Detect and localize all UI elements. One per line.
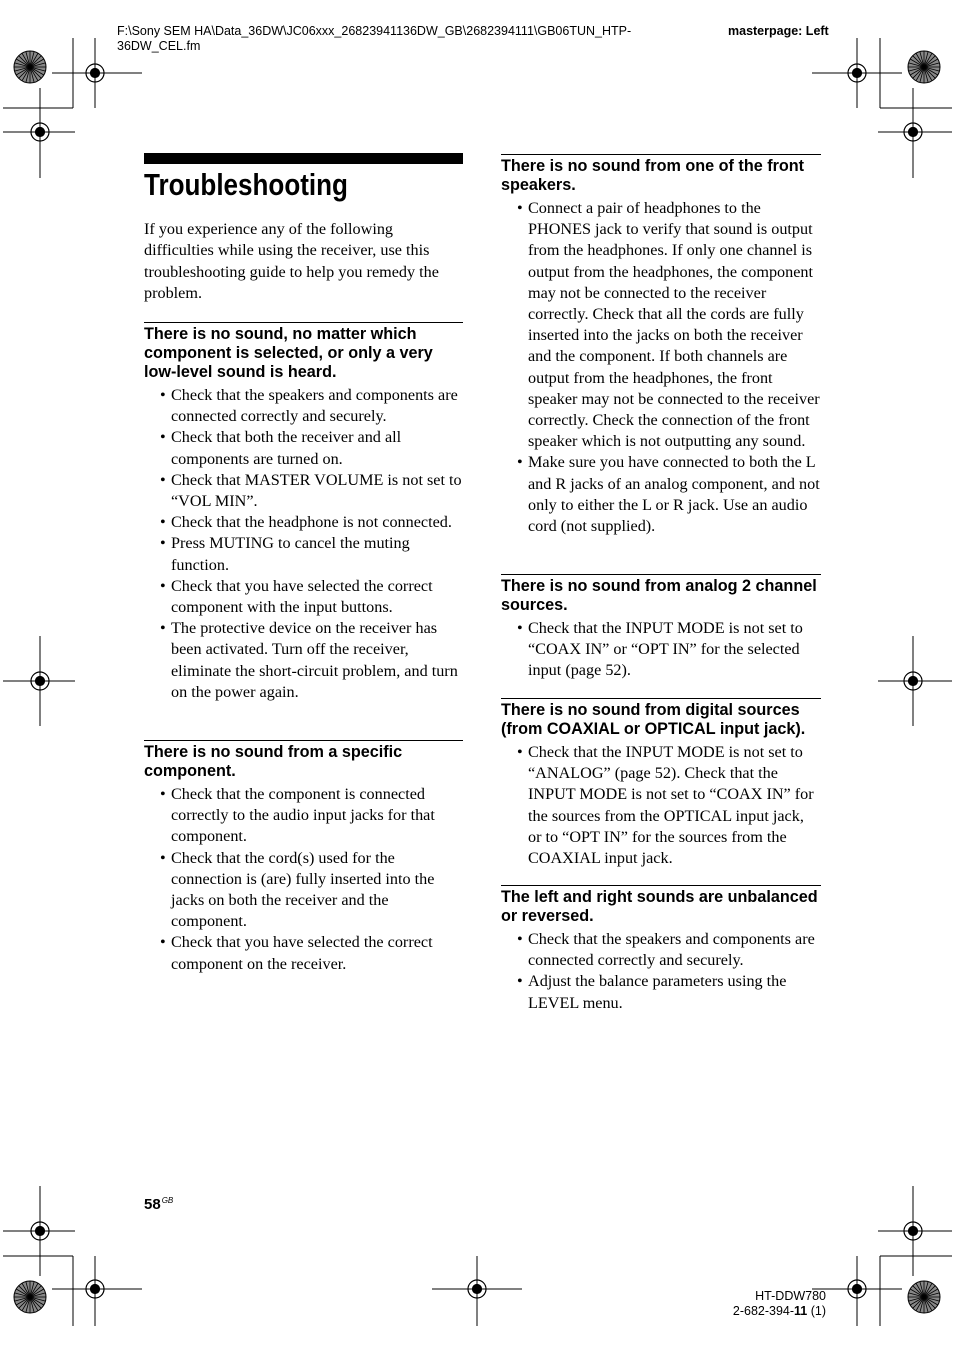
list-item: • Check that the cord(s) used for the connection is (are) fully inserted into the jacks on both the receiver and the component. xyxy=(144,848,463,933)
list-item: • Check that the component is connected correctly to the audio input jacks for that component. xyxy=(144,784,463,848)
part-code-bold: 11 xyxy=(794,1304,808,1318)
section-heading: There is no sound from one of the front speakers. xyxy=(501,157,805,194)
section-heading: There is no sound from a specific component. xyxy=(144,743,403,780)
section-heading: The left and right sounds are unbalanced or reversed. xyxy=(501,888,818,925)
list-item: • Check that you have selected the correct component on the receiver. xyxy=(144,932,463,974)
section-analog-sources xyxy=(501,574,821,682)
file-path-line-1: F:\Sony SEM HA\Data_36DW\JC06xxx_26823941136DW_GB\2682394111\GB06TUN_HTP- xyxy=(117,24,632,38)
starburst-mark xyxy=(908,51,940,83)
model-info xyxy=(700,1289,826,1319)
bullet-list xyxy=(501,929,821,1014)
intro-paragraph: If you experience any of the following difficulties while using the receiver, use this troubleshooting guide to help you remedy the problem. xyxy=(144,220,439,302)
page-number xyxy=(144,1196,173,1213)
list-item: • Check that both the receiver and all components are turned on. xyxy=(144,427,463,469)
list-item: • Check that MASTER VOLUME is not set to “VOL MIN”. xyxy=(144,470,463,512)
list-item: • Check that the INPUT MODE is not set to “COAX IN” or “OPT IN” for the selected input (page 52). xyxy=(501,618,821,682)
starburst-mark xyxy=(14,51,46,83)
section-specific-component xyxy=(144,740,463,975)
list-item: • Adjust the balance parameters using the LEVEL menu. xyxy=(501,971,821,1013)
part-code xyxy=(700,1304,826,1319)
page-number-value: 58 xyxy=(144,1196,161,1213)
section-front-speakers xyxy=(501,154,821,537)
section-unbalanced xyxy=(501,885,821,1014)
list-item: • Check that the speakers and components are connected correctly and securely. xyxy=(144,385,463,427)
list-item: • Press MUTING to cancel the muting function. xyxy=(144,533,463,575)
section-heading: There is no sound from analog 2 channel sources. xyxy=(501,577,817,614)
list-item: • Make sure you have connected to both the L and R jacks of an analog component, and not only to either the L or R jack. Use an audio cord (not supplied). xyxy=(501,452,821,537)
page-number-suffix: GB xyxy=(161,1196,174,1205)
part-code-prefix: 2-682-394- xyxy=(732,1304,795,1318)
section-no-sound xyxy=(144,322,463,703)
list-item: • Check that the speakers and components are connected correctly and securely. xyxy=(501,929,821,971)
file-path xyxy=(117,24,697,54)
part-code-suffix: (1) xyxy=(807,1304,826,1318)
list-item: • Connect a pair of headphones to the PHONES jack to verify that sound is output from the headphones. If only one channel is output from the headphones, the component may not be connected to the receiver correctly. Check that all the cords are fully inserted into the jacks on both the receiver and the component. If both channels are output from the headphones, the front speaker may not be connected to the receiver correctly. Check the connection of the front speaker which is not outputting any sound. xyxy=(501,198,821,452)
starburst-mark xyxy=(14,1281,46,1313)
bullet-list xyxy=(144,784,463,975)
starburst-mark xyxy=(908,1281,940,1313)
bullet-list xyxy=(501,742,821,869)
list-item: • Check that you have selected the correct component with the input buttons. xyxy=(144,576,463,618)
bullet-list xyxy=(501,198,821,537)
section-heading: There is no sound, no matter which component is selected, or only a very low-level sound is heard. xyxy=(144,325,433,381)
section-heading: There is no sound from digital sources (from COAXIAL or OPTICAL input jack). xyxy=(501,701,806,738)
bullet-list xyxy=(501,618,821,682)
bullet-list xyxy=(144,385,463,703)
title-rule xyxy=(144,153,463,164)
page-title: Troubleshooting xyxy=(144,167,348,202)
list-item: • Check that the INPUT MODE is not set to “ANALOG” (page 52). Check that the INPUT MODE is not set to “COAX IN” for the sources from the OPTICAL input jack, or to “OPT IN” for the sources from the COAXIAL input jack. xyxy=(501,742,821,869)
model-name: HT-DDW780 xyxy=(755,1289,826,1303)
masterpage-label: masterpage: Left xyxy=(728,24,829,38)
list-item: • The protective device on the receiver has been activated. Turn off the receiver, eliminate the short-circuit problem, and turn on the power again. xyxy=(144,618,463,703)
file-path-line-2: 36DW_CEL.fm xyxy=(117,39,201,53)
section-digital-sources xyxy=(501,698,821,869)
list-item: • Check that the headphone is not connected. xyxy=(144,512,463,533)
